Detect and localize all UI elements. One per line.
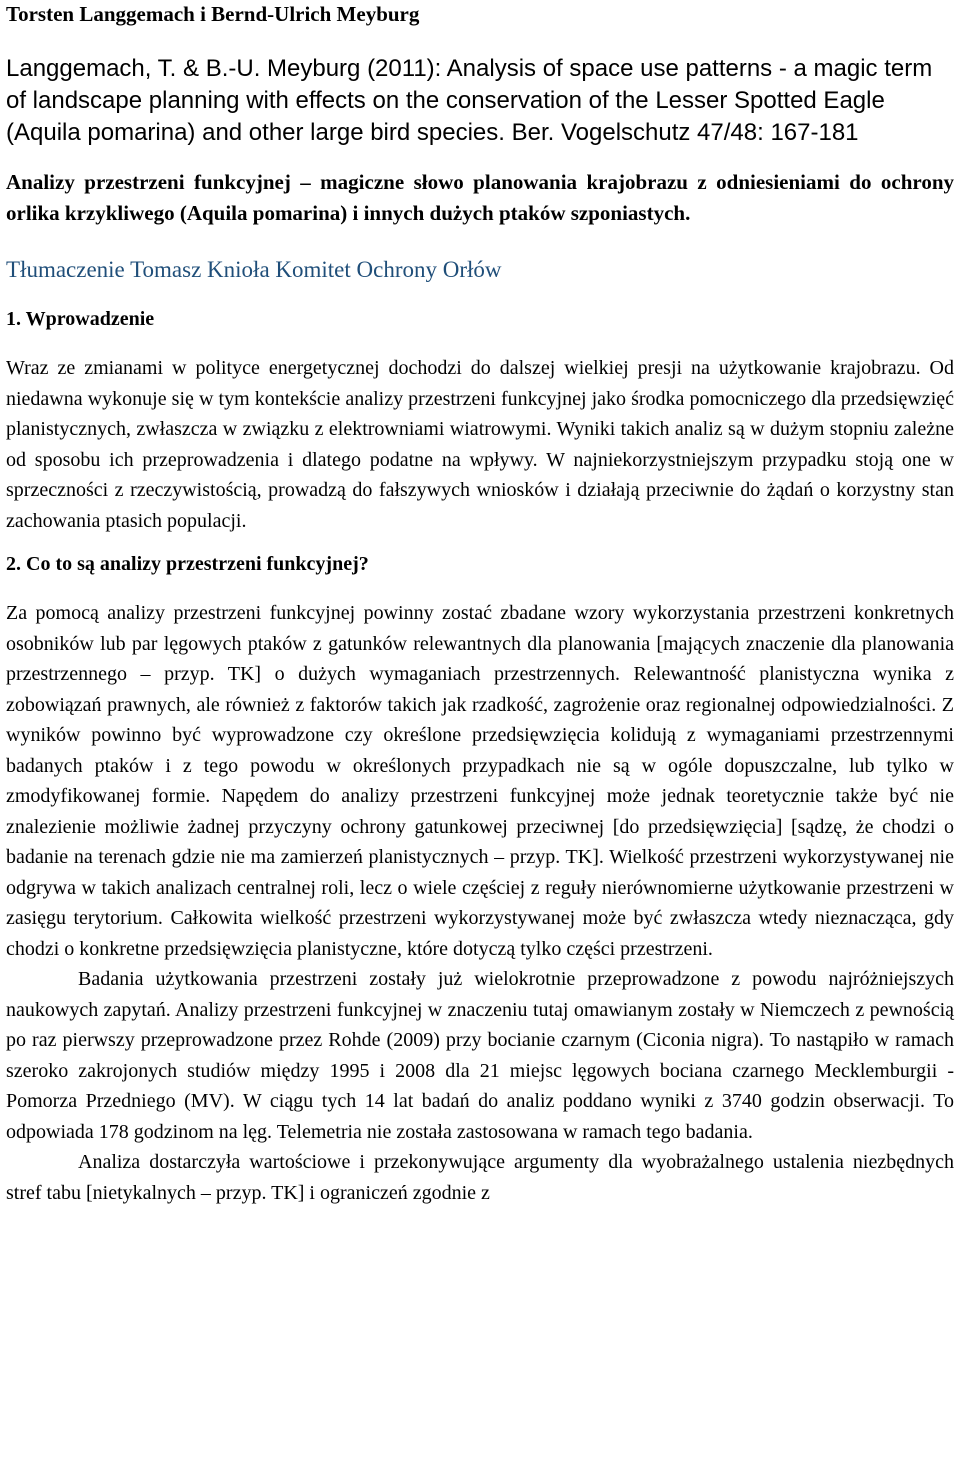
section-heading-introduction: 1. Wprowadzenie bbox=[6, 308, 155, 330]
authors: Torsten Langgemach i Bernd-Ulrich Meyburg bbox=[6, 2, 420, 26]
definition-paragraph-2: Badania użytkowania przestrzeni zostały już wielokrotnie przeprowadzone z powodu najróżniejszych naukowych zapytań. Analizy przestrzeni funkcyjnej w znaczeniu tutaj omawianym zostały w Niemczech z pewnością po raz pierwszy przeprowadzone przez Rohde (2009) przy bocianie czarnym (Ciconia nigra). To nastąpiło w ramach szeroko zakrojonych studiów między 1995 i 2008 dla 21 miejsc lęgowych bociana czarnego Mecklemburgii - Pomorza Przedniego (MV). W ciągu tych 14 lat badań do analiz poddano wyniki z 3740 godzin obserwacji. To odpowiada 178 godzinom na lęg. Telemetria nie została zastosowana w ramach tego badania. bbox=[6, 968, 954, 1143]
polish-title: Analizy przestrzeni funkcyjnej – magiczne słowo planowania krajobrazu z odniesieniami do ochrony orlika krzykliwego (Aquila pomarina) i innych dużych ptaków szponiastych. bbox=[6, 170, 954, 225]
translation-credit: Tłumaczenie Tomasz Knioła Komitet Ochrony Orłów bbox=[6, 257, 502, 282]
introduction-paragraph: Wraz ze zmianami w polityce energetycznej dochodzi do dalszej wielkiej presji na użytkowanie krajobrazu. Od niedawna wykonuje się w tym kontekście analizy przestrzeni funkcyjnej jako środka pomocniczego dla przedsięwzięć planistycznych, zwłaszcza w związku z elektrowniami wiatrowymi. Wyniki takich analiz są w dużym stopniu zależne od sposobu ich przeprowadzenia i dlatego podatne na wpływy. W najniekorzystniejszym przypadku stoją one w sprzeczności z rzeczywistością, prowadzą do fałszywych wniosków i działają przeciwnie do żądań o korzystny stan zachowania ptasich populacji. bbox=[6, 357, 954, 532]
definition-paragraph-3: Analiza dostarczyła wartościowe i przekonywujące argumenty dla wyobrażalnego ustalenia niezbędnych stref tabu [nietykalnych – przyp. TK] i ograniczeń zgodnie z bbox=[6, 1151, 954, 1204]
definition-paragraph-1: Za pomocą analizy przestrzeni funkcyjnej powinny zostać zbadane wzory wykorzystania przestrzeni konkretnych osobników lub par lęgowych ptaków z gatunków relewantnych dla planowania [mających znaczenie dla planowania przestrzennego – przyp. TK] o dużych wymaganiach przestrzennych. Relewantność planistyczna wynika z zobowiązań prawnych, ale również z faktorów takich jak rzadkość, zagrożenie oraz regionalnej odpowiedzialności. Z wyników powinno być wyprowadzone czy określone przedsięwzięcia kolidują z wymaganiami przestrzennymi badanych ptaków i z tego powodu w określonych przypadkach nie są w ogóle dopuszczalne, lub tylko w zmodyfikowanej formie. Napędem do analizy przestrzeni funkcyjnej może jednak teoretycznie także być nie znalezienie możliwie żadnej przyczyny ochrony gatunkowej przeciwnej [do przedsięwzięcia] [sądzę, że chodzi o badanie na terenach gdzie nie ma zamierzeń planistycznych – przyp. TK]. Wielkość przestrzeni wykorzystywanej nie odgrywa w takich analizach centralnej roli, lecz o wiele częściej z reguły nierównomierne użytkowanie przestrzeni w zasięgu terytorium. Całkowita wielkość przestrzeni wykorzystywanej może być zwłaszcza wtedy nieznacząca, gdy chodzi o konkretne przedsięwzięcia planistyczne, które dotyczą tylko części przestrzeni. bbox=[6, 602, 954, 960]
citation: Langgemach, T. & B.-U. Meyburg (2011): Analysis of space use patterns - a magic term of landscape planning with effects on the conservation of the Lesser Spotted Eagle (Aquila pomarina) and other large bird species. Ber. Vogelschutz 47/48: 167-181 bbox=[6, 55, 933, 146]
section-heading-definition: 2. Co to są analizy przestrzeni funkcyjnej? bbox=[6, 553, 369, 575]
